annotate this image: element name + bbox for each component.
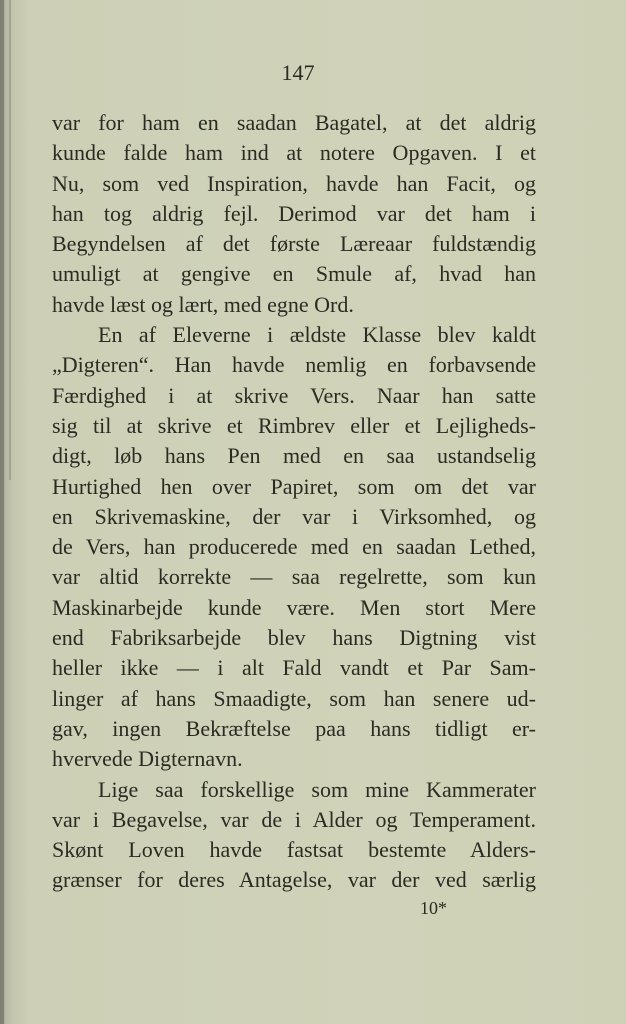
text-line: de Vers, han producerede med en saadan Lethed, [52,534,536,560]
text-line: han tog aldrig fejl. Derimod var det ham i [52,200,536,226]
text-line: digt, løb hans Pen med en saa ustandselig [52,443,536,469]
text-line: umuligt at gengive en Smule af, hvad han [52,261,536,287]
text-line: sig til at skrive et Rimbrev eller et Lejligheds- [52,412,536,438]
text-line: var altid korrekte — saa regelrette, som kun [52,564,536,590]
text-line: En af Eleverne i ældste Klasse blev kaldt [98,322,536,348]
text-line: Skønt Loven havde fastsat bestemte Alders- [52,837,536,863]
text-line: Begyndelsen af det første Læreaar fuldstændig [52,231,536,257]
text-line: Hurtighed hen over Papiret, som om det var [52,473,536,499]
signature-mark: 10* [420,898,447,918]
text-line: Nu, som ved Inspiration, havde han Facit, og [52,170,536,196]
text-line: linger af hans Smaadigte, som han senere ud- [52,685,536,711]
text-line: Lige saa forskellige som mine Kammerater [98,776,536,802]
text-line: havde læst og lært, med egne Ord. [52,291,354,317]
text-line: var i Begavelse, var de i Alder og Temperament. [52,806,536,832]
page-number: 147 [281,60,315,85]
text-line: gav, ingen Bekræftelse paa hans tidligt er- [52,715,536,741]
text-line: Færdighed i at skrive Vers. Naar han satte [52,382,536,408]
body-text [52,108,536,896]
page-gutter-edge [0,0,4,1024]
text-line: grænser for deres Antagelse, var der ved særlig [52,867,536,893]
text-line: Maskinarbejde kunde være. Men stort Mere [52,594,536,620]
text-line: „Digteren“. Han havde nemlig en forbavsende [52,352,536,378]
text-line: kunde falde ham ind at notere Opgaven. I et [52,140,536,166]
text-line: en Skrivemaskine, der var i Virksomhed, og [52,503,536,529]
text-line: heller ikke — i alt Fald vandt et Par Sam- [52,655,536,681]
text-line: hvervede Digternavn. [52,746,243,772]
text-line: end Fabriksarbejde blev hans Digtning vist [52,625,536,651]
text-line: var for ham en saadan Bagatel, at det aldrig [52,110,536,135]
